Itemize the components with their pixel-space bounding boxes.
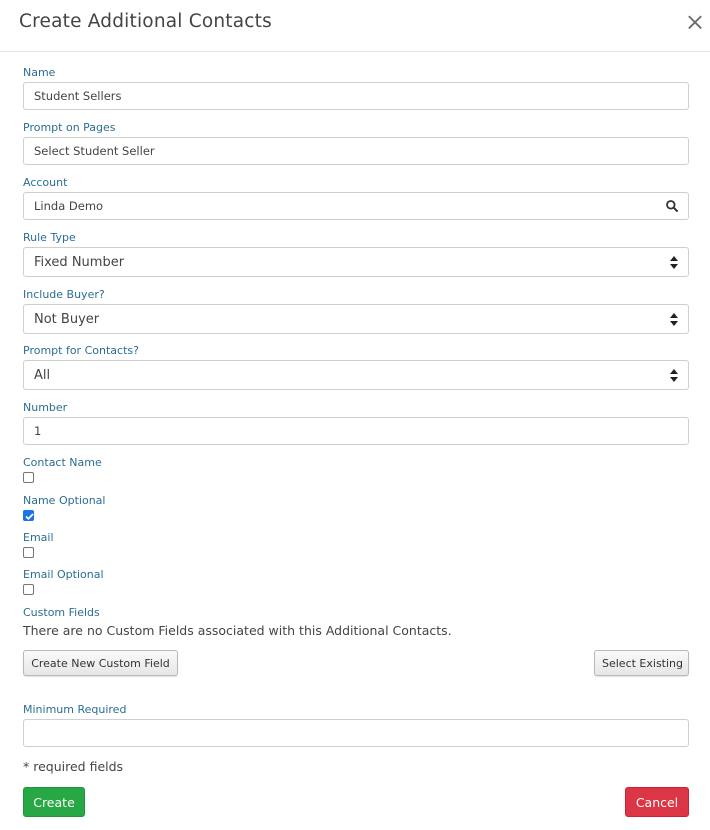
prompt-for-contacts-select[interactable] [23,360,689,390]
custom-fields-label: Custom Fields [23,606,100,619]
close-button[interactable] [683,10,707,34]
search-icon[interactable] [665,199,679,213]
minimum-required-input[interactable] [23,719,689,747]
prompt-for-contacts-label: Prompt for Contacts? [23,344,139,357]
name-label: Name [23,66,56,79]
number-label: Number [23,401,68,414]
email-optional-checkbox[interactable] [23,584,34,595]
prompt-on-pages-label: Prompt on Pages [23,121,116,134]
create-new-custom-field-button[interactable]: Create New Custom Field [23,650,178,676]
custom-fields-empty-message: There are no Custom Fields associated with this Additional Contacts. [23,623,452,638]
modal-header [0,0,710,52]
rule-type-value: Fixed Number [34,255,125,270]
contact-name-checkbox[interactable] [23,472,34,483]
cancel-button[interactable]: Cancel [625,787,689,817]
prompt-for-contacts-value: All [34,368,51,383]
contact-name-label: Contact Name [23,456,102,469]
include-buyer-select[interactable] [23,304,689,334]
account-field [23,192,689,220]
prompt-on-pages-input[interactable] [23,137,689,165]
name-optional-label: Name Optional [23,494,106,507]
select-arrows-icon [670,369,678,382]
number-input[interactable] [23,417,689,445]
email-checkbox[interactable] [23,547,34,558]
close-icon [683,10,707,34]
required-fields-note: * required fields [23,759,124,774]
select-arrows-icon [670,313,678,326]
email-label: Email [23,531,54,544]
create-button[interactable]: Create [23,787,85,817]
rule-type-label: Rule Type [23,231,76,244]
select-existing-button[interactable]: Select Existing [594,650,689,676]
email-optional-label: Email Optional [23,568,104,581]
account-label: Account [23,176,68,189]
checkmark-icon [24,511,35,522]
account-input[interactable] [23,192,689,220]
include-buyer-value: Not Buyer [34,312,100,327]
modal-title: Create Additional Contacts [19,11,272,32]
rule-type-select[interactable] [23,247,689,277]
select-arrows-icon [670,256,678,269]
name-input[interactable] [23,82,689,110]
minimum-required-label: Minimum Required [23,703,127,716]
include-buyer-label: Include Buyer? [23,288,105,301]
name-optional-checkbox[interactable] [23,510,34,521]
